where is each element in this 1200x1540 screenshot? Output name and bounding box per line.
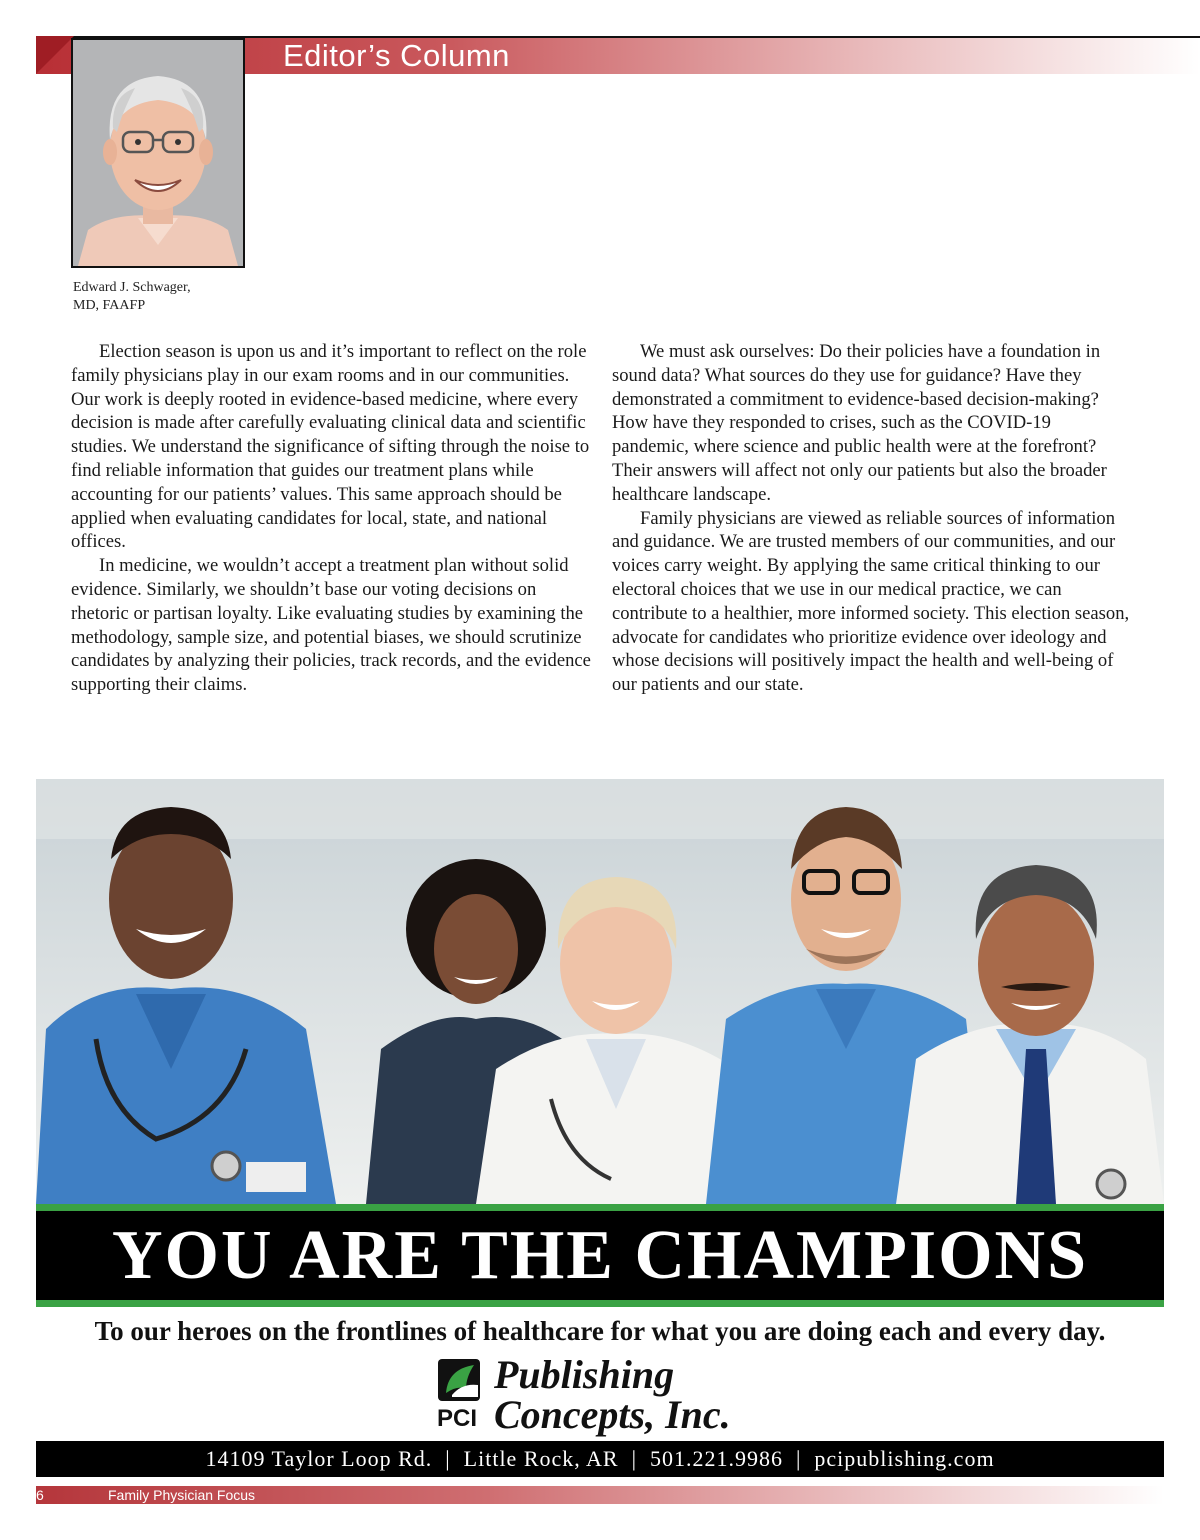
author-name: Edward J. Schwager, <box>73 280 191 295</box>
publication-name: Family Physician Focus <box>108 1487 256 1503</box>
page-number: 6 <box>36 1487 44 1503</box>
pci-logo <box>436 1352 776 1439</box>
article-column-right <box>612 340 1132 697</box>
healthcare-team-photo <box>36 779 1164 1204</box>
author-caption <box>73 279 191 315</box>
paragraph: Family physicians are viewed as reliable sources of information and guidance. We are trusted members of our communities, and our voices carry weight. By applying the same critical thinking to our electoral choices that we use in our medical practice, we can contribute to a healthier, more informed society. This election season, advocate for candidates who prioritize evidence over ideology and whose decisions will positively impact the health and well-being of our patients and our state. <box>612 507 1130 696</box>
logo-pci-text: PCI <box>437 1405 478 1432</box>
logo-wordmark-line2: Concepts, Inc. <box>494 1392 731 1437</box>
headline-green-rule-bottom <box>36 1300 1164 1307</box>
address-band <box>36 1441 1164 1477</box>
author-credentials: MD, FAAFP <box>73 298 146 313</box>
headline-band <box>36 1211 1164 1300</box>
header-corner-accent <box>36 36 74 74</box>
section-title: Editor’s Column <box>283 38 510 73</box>
paragraph: We must ask ourselves: Do their policies have a foundation in sound data? What sources do they use for guidance? Have they demonstrated a commitment to evidence-based decision-making? How have they responded to crises, such as the COVID-19 pandemic, where science and public health were at the forefront? Their answers will affect not only our patients but also the broader healthcare landscape. <box>612 341 1107 505</box>
pci-logo-icon <box>436 1355 490 1405</box>
headline-green-rule-top <box>36 1204 1164 1211</box>
publisher-address: 14109 Taylor Loop Rd. | Little Rock, AR | 501.221.9986 | pcipublishing.com <box>205 1446 995 1471</box>
article-column-left <box>71 340 591 697</box>
paragraph: Election season is upon us and it’s important to reflect on the role family physicians play in our exam rooms and in our communities. Our work is deeply rooted in evidence-based medicine, where every decision is made after carefully evaluating clinical data and scientific studies. We understand the significance of sifting through the noise to find reliable information that guides our treatment plans while accounting for our patients’ values. This same approach should be applied when evaluating candidates for local, state, and national offices. <box>71 341 590 553</box>
logo-wordmark-line1: Publishing <box>494 1352 675 1397</box>
ad-headline: YOU ARE THE CHAMPIONS <box>111 1216 1089 1294</box>
paragraph: In medicine, we wouldn’t accept a treatment plan without solid evidence. Similarly, we shouldn’t base our voting decisions on rhetoric or partisan loyalty. Like evaluating studies by examining the methodology, sample size, and potential biases, we should scrutinize candidates by analyzing their policies, track records, and the evidence supporting their claims. <box>71 555 591 696</box>
ad-tagline: To our heroes on the frontlines of healthcare for what you are doing each and every day. <box>94 1316 1106 1346</box>
author-portrait <box>71 38 245 268</box>
